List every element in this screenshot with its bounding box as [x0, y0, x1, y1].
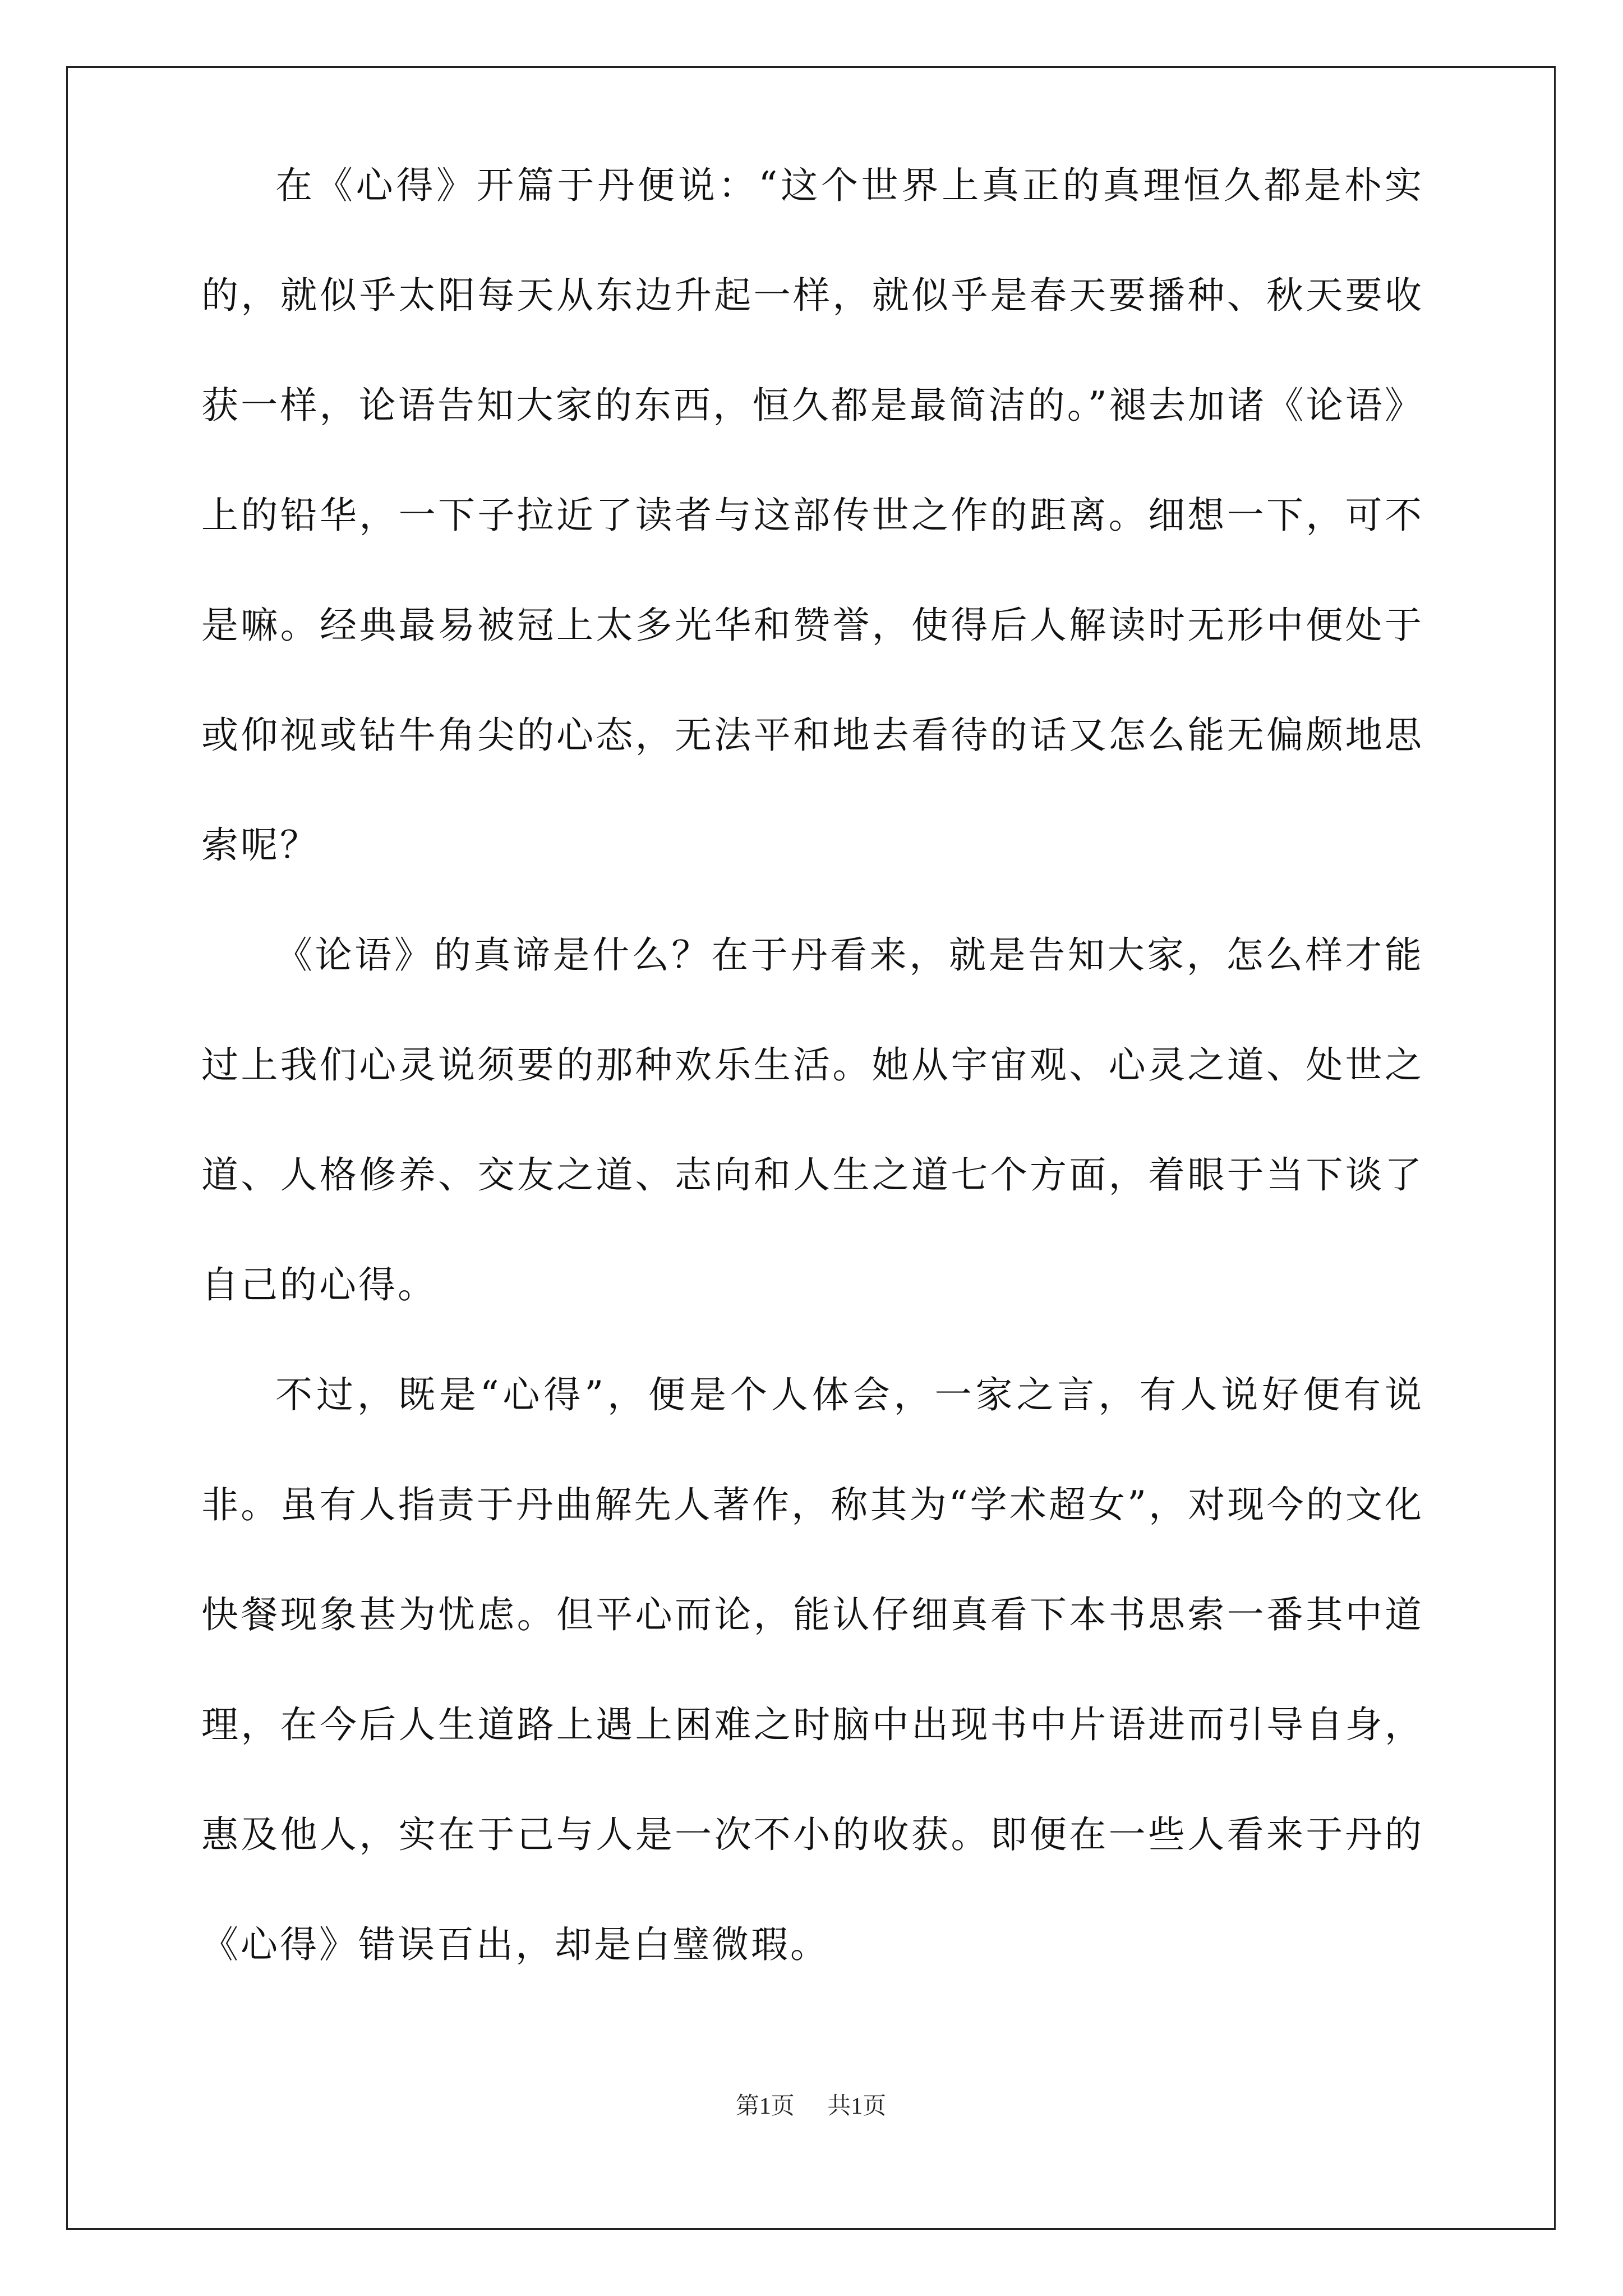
page-total: 共1页 — [827, 2093, 887, 2119]
page-number: 第1页 — [735, 2093, 795, 2119]
paragraph-3: 不过，既是“心得”，便是个人体会，一家之言，有人说好便有说非。虽有人指责于丹曲解先人著作，称其为“学术超女”，对现今的文化快餐现象甚为忧虑。但平心而论，能认仔细真看下本书思索一番其中道理，在今后人生道路上遇上困难之时脑中出现书中片语进而引导自身，惠及他人，实在于己与人是一次不小的收获。即便在一些人看来于丹的《心得》错误百出，却是白璧微瑕。 — [201, 1373, 1424, 1966]
paragraph-1: 在《心得》开篇于丹便说：“这个世界上真正的真理恒久都是朴实的，就似乎太阳每天从东边升起一样，就似乎是春天要播种、秋天要收获一样，论语告知大家的东西，恒久都是最简洁的。”褪去加诸《论语》上的铅华，一下子拉近了读者与这部传世之作的距离。细想一下，可不是嘛。经典最易被冠上太多光华和赞誉，使得后人解读时无形中便处于或仰视或钻牛角尖的心态，无法平和地去看待的话又怎么能无偏颇地思索呢？ — [201, 164, 1424, 867]
paragraph-2: 《论语》的真谛是什么？在于丹看来，就是告知大家，怎么样才能过上我们心灵说须要的那种欢乐生活。她从宇宙观、心灵之道、处世之道、人格修养、交友之道、志向和人生之道七个方面，着眼于当下谈了自己的心得。 — [201, 933, 1424, 1306]
page-frame — [66, 66, 1556, 2230]
page-footer — [68, 2087, 1554, 2121]
document-body — [201, 131, 1424, 2000]
